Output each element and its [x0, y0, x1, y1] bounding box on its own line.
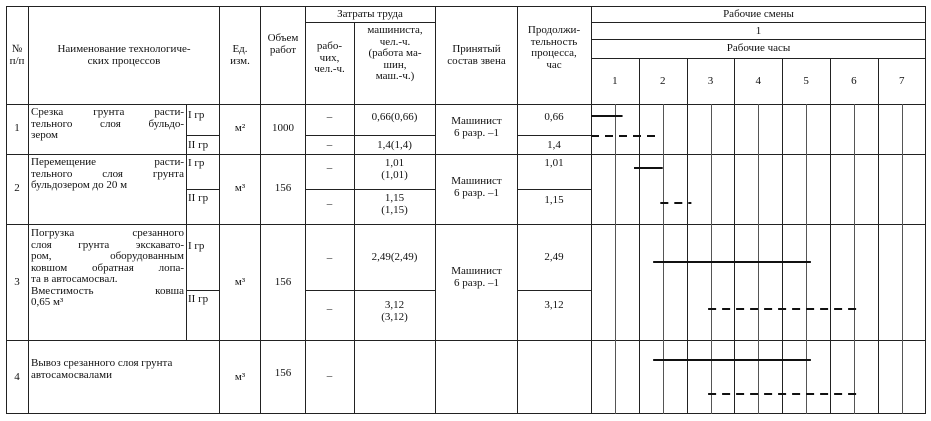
row-2-process-line: Перемещение расти-: [31, 156, 184, 168]
row-3-process-line: 0,65 м³: [31, 296, 64, 308]
row-2-process: [31, 157, 184, 192]
row-3-process-line: Вместимость ковша: [31, 284, 184, 297]
row-1-workers-2: –: [326, 139, 333, 151]
header-process-line: Наименование технологиче-: [57, 43, 191, 55]
header-unit: [219, 44, 261, 67]
header-process: [28, 44, 220, 67]
row-3-process-line: ковшом обратная лопа-: [31, 261, 184, 274]
header-duration-line: процесса,: [531, 47, 577, 59]
row-1-process-line: зером: [31, 129, 58, 141]
header-duration-line: Продолжи-: [527, 24, 581, 36]
row-1-workers-1: –: [326, 111, 333, 123]
row-1-process: [31, 107, 184, 142]
row-3-process-line: Погрузка срезанного: [31, 227, 184, 239]
row-4-unit: м³: [234, 371, 246, 383]
header-labor-costs: Затраты труда: [337, 8, 403, 20]
row-4-process-line: Вывоз срезанного слоя грунта: [31, 357, 173, 369]
row-3-group-2: II гр: [188, 293, 209, 305]
row-3-crew-line: 6 разр. –1: [454, 276, 499, 289]
row-3-duration-2: 3,12: [544, 299, 564, 311]
row-2-group-1: I гр: [188, 157, 205, 169]
hour-label: 2: [659, 75, 666, 87]
header-machinist-line: (работа ма-: [368, 47, 422, 59]
row-2-machinist-2-line: (1,15): [381, 203, 408, 216]
row-2-machinist-2-line: 1,15: [384, 192, 405, 204]
row-2-crew-line: Машинист: [451, 175, 502, 187]
row-1-group-2: II гр: [188, 139, 209, 151]
hour-label: 1: [612, 75, 618, 87]
row-1-group-1: I гр: [188, 109, 205, 121]
row-1-duration-1: 0,66: [544, 111, 564, 123]
hour-label: 4: [755, 75, 762, 87]
header-duration-line: час: [546, 58, 562, 71]
row-1-duration-2: 1,4: [547, 139, 561, 151]
header-num: [6, 44, 28, 67]
header-workers: [305, 41, 354, 76]
header-workers-line: чел.-ч.: [314, 63, 345, 75]
header-unit-line: Ед.: [232, 43, 248, 55]
row-2-machinist-2: [354, 193, 435, 216]
row-3-machinist-1: 2,49(2,49): [371, 251, 418, 263]
row-1-crew: [435, 116, 518, 139]
row-2-unit: м³: [234, 182, 246, 194]
row-2-machinist-1-line: 1,01: [384, 157, 405, 169]
row-2-machinist-1-line: (1,01): [381, 168, 408, 181]
row-2-num: 2: [14, 182, 20, 194]
header-machinist-line: шин,: [383, 58, 407, 71]
row-3-process-line: ром, оборудованным: [31, 250, 184, 262]
row-3-volume: 156: [274, 276, 292, 288]
row-3-machinist-2: [354, 300, 435, 323]
row-4-num: 4: [14, 371, 20, 383]
row-3-num: 3: [14, 276, 20, 288]
hour-label: 3: [707, 75, 714, 87]
header-machinist-line: машиниста,: [367, 24, 423, 36]
row-3-process-line: та в автосамосвал.: [31, 273, 118, 285]
header-num-line: №: [11, 43, 23, 55]
row-1-num: 1: [14, 122, 20, 134]
header-process-line: ских процессов: [87, 54, 161, 67]
hour-label: 6: [851, 75, 857, 87]
hour-label: 5: [803, 75, 809, 87]
row-3-process-line: слоя грунта экскавато-: [31, 238, 184, 251]
row-4-process-line: автосамосвалами: [31, 368, 113, 381]
header-volume-line: Объем: [267, 32, 299, 44]
row-2-workers-1: –: [326, 162, 333, 174]
row-3-group-1: I гр: [188, 240, 205, 252]
row-2-duration-1: 1,01: [544, 157, 564, 169]
header-hours: Рабочие часы: [726, 42, 791, 54]
row-1-unit: м²: [234, 122, 246, 134]
header-workers-line: чих,: [319, 51, 340, 64]
row-4-volume: 156: [274, 367, 292, 379]
row-3-machinist-2-line: 3,12: [384, 299, 405, 311]
header-shift-number: 1: [755, 25, 762, 37]
header-duration: [517, 25, 591, 71]
row-3-duration-1: 2,49: [544, 251, 564, 263]
row-2-machinist-1: [354, 158, 435, 181]
header-unit-line: изм.: [230, 54, 250, 67]
row-2-volume: 156: [274, 182, 292, 194]
header-crew: [435, 44, 518, 67]
header-duration-line: тельность: [530, 35, 578, 48]
header-num-line: п/п: [9, 54, 25, 67]
row-4-process: [31, 358, 217, 381]
row-3-workers-2: –: [326, 303, 333, 315]
row-3-crew: [435, 266, 518, 289]
row-1-crew-line: 6 разр. –1: [454, 126, 499, 139]
row-3-crew-line: Машинист: [451, 265, 502, 277]
row-3-workers-1: –: [326, 252, 333, 264]
row-3-process: [31, 228, 184, 309]
row-2-process-line: бульдозером до 20 м: [31, 179, 128, 191]
row-1-crew-line: Машинист: [451, 115, 502, 127]
row-3-machinist-2-line: (3,12): [381, 310, 408, 323]
header-workers-line: рабо-: [316, 40, 343, 52]
row-2-duration-2: 1,15: [544, 194, 564, 206]
header-volume-line: работ: [269, 43, 297, 56]
row-2-workers-2: –: [326, 198, 333, 210]
row-1-process-line: Срезка грунта расти-: [31, 106, 184, 118]
row-1-machinist-2: 1,4(1,4): [377, 139, 412, 151]
row-2-crew: [435, 176, 518, 199]
row-3-unit: м³: [234, 276, 246, 288]
row-2-group-2: II гр: [188, 192, 209, 204]
header-machinist: [354, 25, 436, 83]
row-2-crew-line: 6 разр. –1: [454, 186, 499, 199]
row-1-machinist-1: 0,66(0,66): [371, 111, 418, 123]
header-machinist-line: чел.-ч.: [379, 35, 411, 48]
hour-label: 7: [898, 75, 905, 87]
row-4-workers: –: [326, 370, 333, 382]
row-2-process-line: тельного слоя грунта: [31, 167, 184, 180]
header-crew-line: состав звена: [447, 54, 506, 67]
row-1-process-line: тельного слоя бульдо-: [31, 117, 184, 130]
header-machinist-line: маш.-ч.): [375, 70, 415, 82]
header-volume: [260, 33, 306, 56]
header-shifts: Рабочие смены: [723, 8, 794, 20]
header-crew-line: Принятый: [452, 43, 501, 55]
row-1-volume: 1000: [272, 122, 294, 134]
